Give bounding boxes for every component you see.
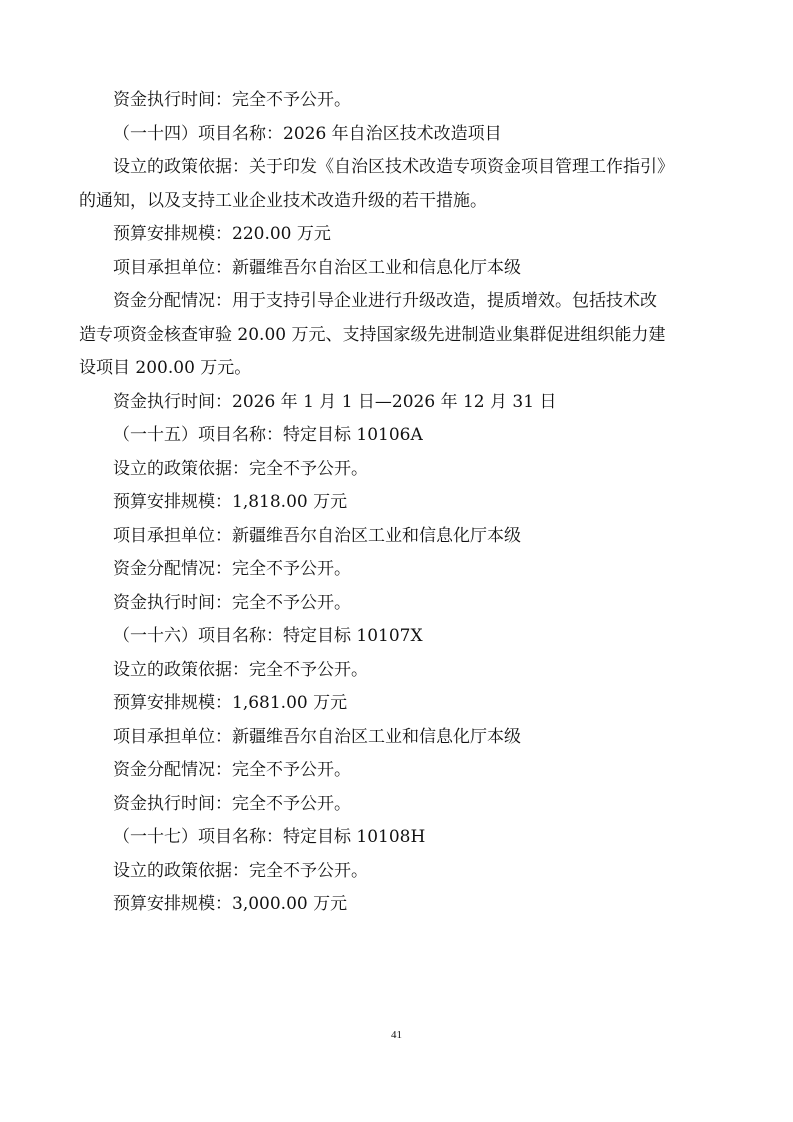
text-line: 设立的政策依据：完全不予公开。 bbox=[113, 860, 368, 881]
text-line: 预算安排规模：1,681.00 万元 bbox=[113, 693, 348, 713]
page-number: 41 bbox=[391, 1029, 402, 1041]
text-line: 资金执行时间：完全不予公开。 bbox=[113, 90, 351, 110]
text-line: （一十五）项目名称：特定目标 10106A bbox=[113, 425, 423, 445]
text-line: 项目承担单位：新疆维吾尔自治区工业和信息化厅本级 bbox=[113, 726, 521, 747]
text-line: （一十六）项目名称：特定目标 10107X bbox=[113, 626, 423, 646]
text-line: 设项目 200.00 万元。 bbox=[79, 358, 252, 378]
text-line: 资金执行时间：2026 年 1 月 1 日—2026 年 12 月 31 日 bbox=[113, 391, 557, 412]
text-line: 造专项资金核查审验 20.00 万元、支持国家级先进制造业集群促进组织能力建 bbox=[79, 324, 666, 345]
text-line: 项目承担单位：新疆维吾尔自治区工业和信息化厅本级 bbox=[113, 257, 521, 278]
text-line: 设立的政策依据：完全不予公开。 bbox=[113, 659, 368, 680]
text-line: 资金执行时间：完全不予公开。 bbox=[113, 592, 351, 613]
text-line: 资金执行时间：完全不予公开。 bbox=[113, 793, 351, 814]
text-line: （一十七）项目名称：特定目标 10108H bbox=[113, 827, 426, 847]
text-line: 预算安排规模：1,818.00 万元 bbox=[113, 492, 348, 512]
text-line: 预算安排规模：3,000.00 万元 bbox=[113, 894, 348, 914]
text-line: 的通知，以及支持工业企业技术改造升级的若干措施。 bbox=[79, 190, 487, 211]
text-line: 设立的政策依据：完全不予公开。 bbox=[113, 458, 368, 479]
document-body bbox=[79, 84, 713, 922]
text-line: 资金分配情况：完全不予公开。 bbox=[113, 559, 351, 579]
text-line: 预算安排规模：220.00 万元 bbox=[113, 224, 331, 244]
text-line: 项目承担单位：新疆维吾尔自治区工业和信息化厅本级 bbox=[113, 525, 521, 546]
text-line: 资金分配情况：用于支持引导企业进行升级改造，提质增效。包括技术改 bbox=[113, 291, 657, 311]
text-line: 资金分配情况：完全不予公开。 bbox=[113, 760, 351, 780]
text-line: （一十四）项目名称：2026 年自治区技术改造项目 bbox=[113, 123, 502, 144]
text-line: 设立的政策依据：关于印发《自治区技术改造专项资金项目管理工作指引》 bbox=[113, 157, 674, 177]
